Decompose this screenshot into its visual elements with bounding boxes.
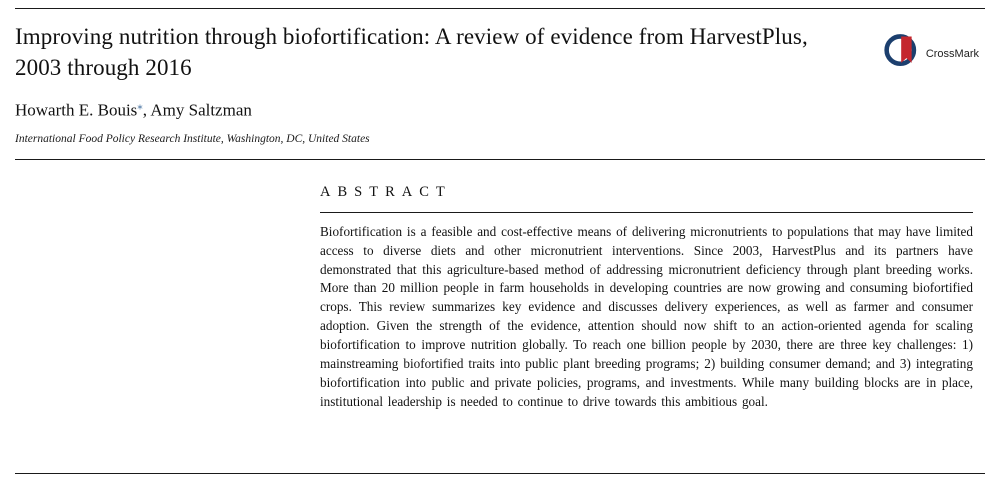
author-first: Howarth E. Bouis xyxy=(15,100,138,120)
corresponding-author-marker[interactable]: ⁎ xyxy=(137,100,143,113)
affiliation: International Food Policy Research Institute, Washington, DC, United States xyxy=(15,132,370,145)
abstract-column xyxy=(320,184,973,412)
abstract-section xyxy=(15,184,985,412)
top-divider xyxy=(15,8,985,9)
crossmark-label: CrossMark xyxy=(925,47,979,60)
author-second: , Amy Saltzman xyxy=(142,100,252,120)
abstract-divider xyxy=(320,212,973,213)
paper-title: Improving nutrition through biofortification: A review of evidence from HarvestPlus, 2003 through 2016 xyxy=(15,24,808,81)
title-row xyxy=(15,21,985,83)
authors-line xyxy=(15,99,985,121)
paper-header xyxy=(15,21,985,145)
crossmark-badge[interactable] xyxy=(883,31,979,76)
bottom-divider xyxy=(15,473,985,474)
crossmark-icon xyxy=(883,31,923,76)
abstract-heading: ABSTRACT xyxy=(320,183,452,200)
paper-first-page xyxy=(0,8,1000,502)
header-divider xyxy=(15,159,985,160)
abstract-text: Biofortification is a feasible and cost-effective means of delivering micronutrients to populations that may have limited access to diverse diets and other micronutrient interventions. Since 2003, HarvestPlus and its partners have demonstrated that this agriculture-based method of addressing micronutrient deficiency through plant breeding works. More than 20 million people in farm households in developing countries are now growing and consuming biofortified crops. This review summarizes key evidence and discusses delivery experiences, as well as farmer and consumer adoption. Given the strength of the evidence, attention should now shift to an action-oriented agenda for scaling biofortification to improve nutrition globally. To reach one billion people by 2030, there are three key challenges: 1) mainstreaming biofortified traits into public plant breeding programs; 2) building consumer demand; and 3) integrating biofortification into public and private policies, programs, and investments. While many building blocks are in place, institutional leadership is needed to continue to drive towards this ambitious goal. xyxy=(320,223,973,409)
